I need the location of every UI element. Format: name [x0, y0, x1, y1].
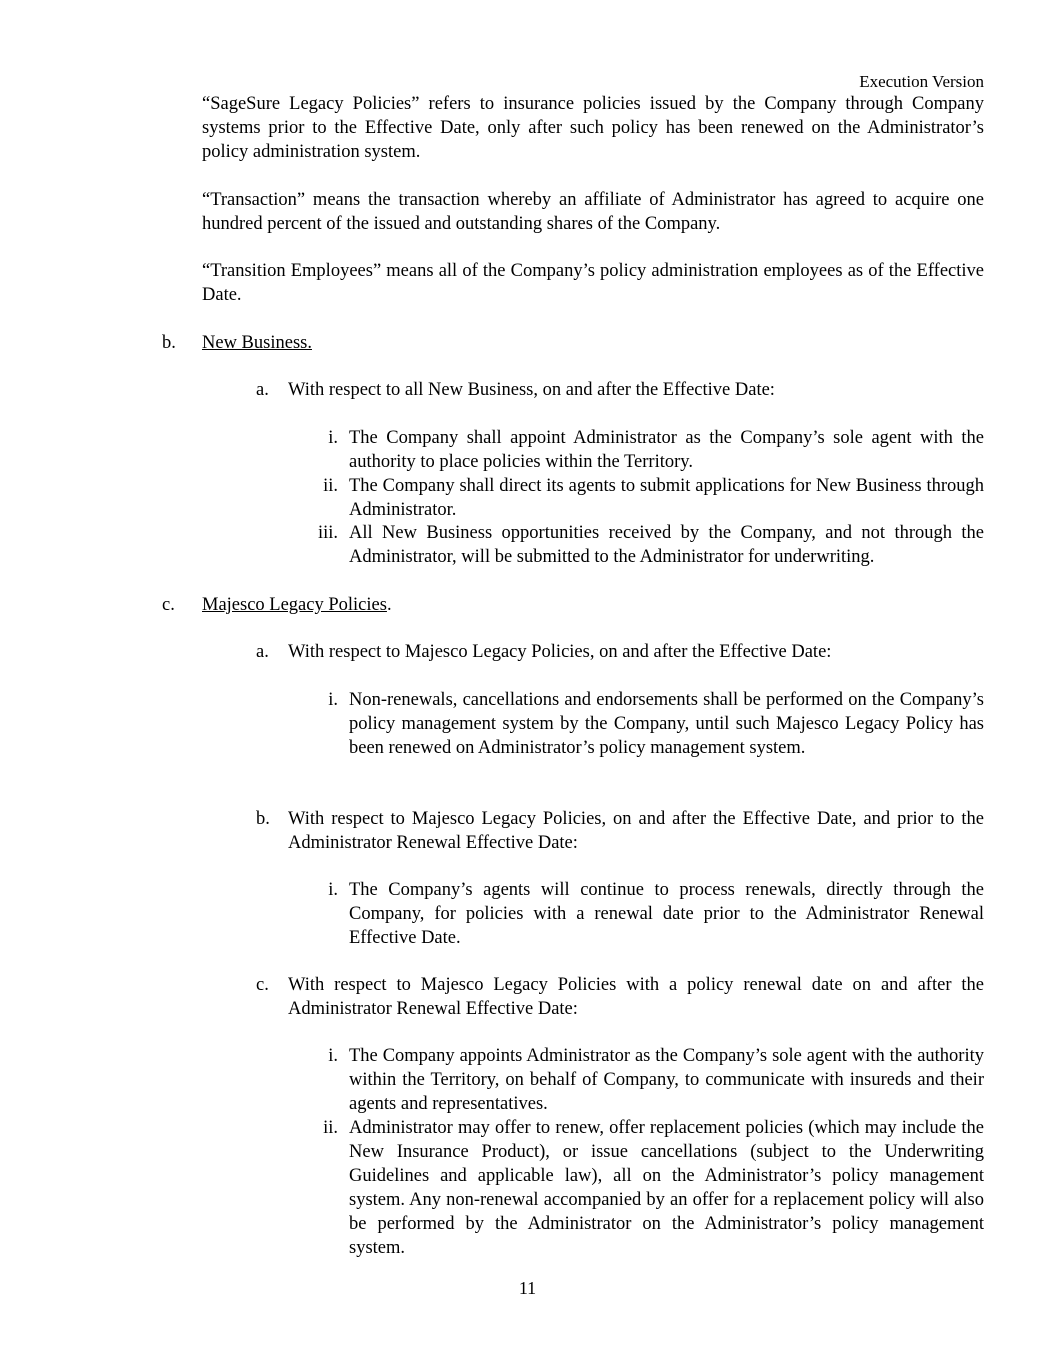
section-c-item-b-marker: b.	[256, 809, 270, 829]
section-c-heading: Majesco Legacy Policies	[202, 595, 387, 615]
definition-sagesure-legacy-policies: “SageSure Legacy Policies” refers to insurance policies issued by the Company through Company systems prior to the Effective Date, only after such policy has been renewed on the Administrator’s policy administration system.	[202, 94, 984, 162]
section-c-c-subitem-ii-text: Administrator may offer to renew, offer replacement policies (which may include the New Insurance Product), or issue cancellations (subject to the Underwriting Guidelines and applicable law), all on the Administrator’s policy management system. Any non-renewal accompanied by an offer for a replacement policy will also be performed by the Administrator on the Administrator’s policy management system.	[349, 1118, 984, 1258]
definition-transition-employees: “Transition Employees” means all of the Company’s policy administration employees as of the Effective Date.	[202, 261, 984, 305]
section-b-subitem-ii-text: The Company shall direct its agents to submit applications for New Business through Administrator.	[349, 476, 984, 520]
section-c-item-b-text: With respect to Majesco Legacy Policies, on and after the Effective Date, and prior to the Administrator Renewal Effective Date:	[288, 809, 984, 853]
section-b-subitem-iii-marker: iii.	[317, 523, 338, 543]
section-c-item-a-marker: a.	[256, 642, 269, 662]
section-c-b-subitem-i-text: The Company’s agents will continue to process renewals, directly through the Company, for policies with a renewal date prior to the Administrator Renewal Effective Date.	[349, 880, 984, 948]
section-c-c-subitem-i-text: The Company appoints Administrator as the Company’s sole agent with the authority within the Territory, on behalf of Company, to communicate with insureds and their agents and representatives.	[349, 1046, 984, 1114]
section-b-item-a-text: With respect to all New Business, on and after the Effective Date:	[288, 380, 775, 400]
definition-transaction: “Transaction” means the transaction whereby an affiliate of Administrator has agreed to acquire one hundred percent of the issued and outstanding shares of the Company.	[202, 190, 984, 234]
section-c-c-subitem-i-marker: i.	[328, 1046, 338, 1066]
section-b-subitem-iii-text: All New Business opportunities received by the Company, and not through the Administrator, will be submitted to the Administrator for underwriting.	[349, 523, 984, 567]
section-b-subitem-i-marker: i.	[328, 428, 338, 448]
section-b-subitem-i-text: The Company shall appoint Administrator as the Company’s sole agent with the authority to place policies within the Territory.	[349, 428, 984, 472]
section-c-b-subitem-i-marker: i.	[328, 880, 338, 900]
section-b-marker: b.	[162, 333, 176, 353]
section-c-heading-wrap	[202, 593, 392, 617]
section-c-heading-period: .	[386, 595, 392, 615]
section-c-a-subitem-i-marker: i.	[328, 690, 338, 710]
section-c-a-subitem-i-text: Non-renewals, cancellations and endorsements shall be performed on the Company’s policy management system by the Company, until such Majesco Legacy Policy has been renewed on Administrator’s policy management system.	[349, 690, 984, 758]
section-c-marker: c.	[162, 595, 175, 615]
section-c-item-c-marker: c.	[256, 975, 269, 995]
execution-version-label: Execution Version	[859, 72, 984, 91]
section-b-subitem-ii-marker: ii.	[323, 476, 338, 496]
section-c-item-a-text: With respect to Majesco Legacy Policies, on and after the Effective Date:	[288, 642, 832, 662]
section-b-heading: New Business.	[202, 333, 312, 353]
page-number: 11	[518, 1278, 537, 1298]
section-b-item-a-marker: a.	[256, 380, 269, 400]
section-c-item-c-text: With respect to Majesco Legacy Policies with a policy renewal date on and after the Administrator Renewal Effective Date:	[288, 975, 984, 1019]
section-c-c-subitem-ii-marker: ii.	[323, 1118, 338, 1138]
